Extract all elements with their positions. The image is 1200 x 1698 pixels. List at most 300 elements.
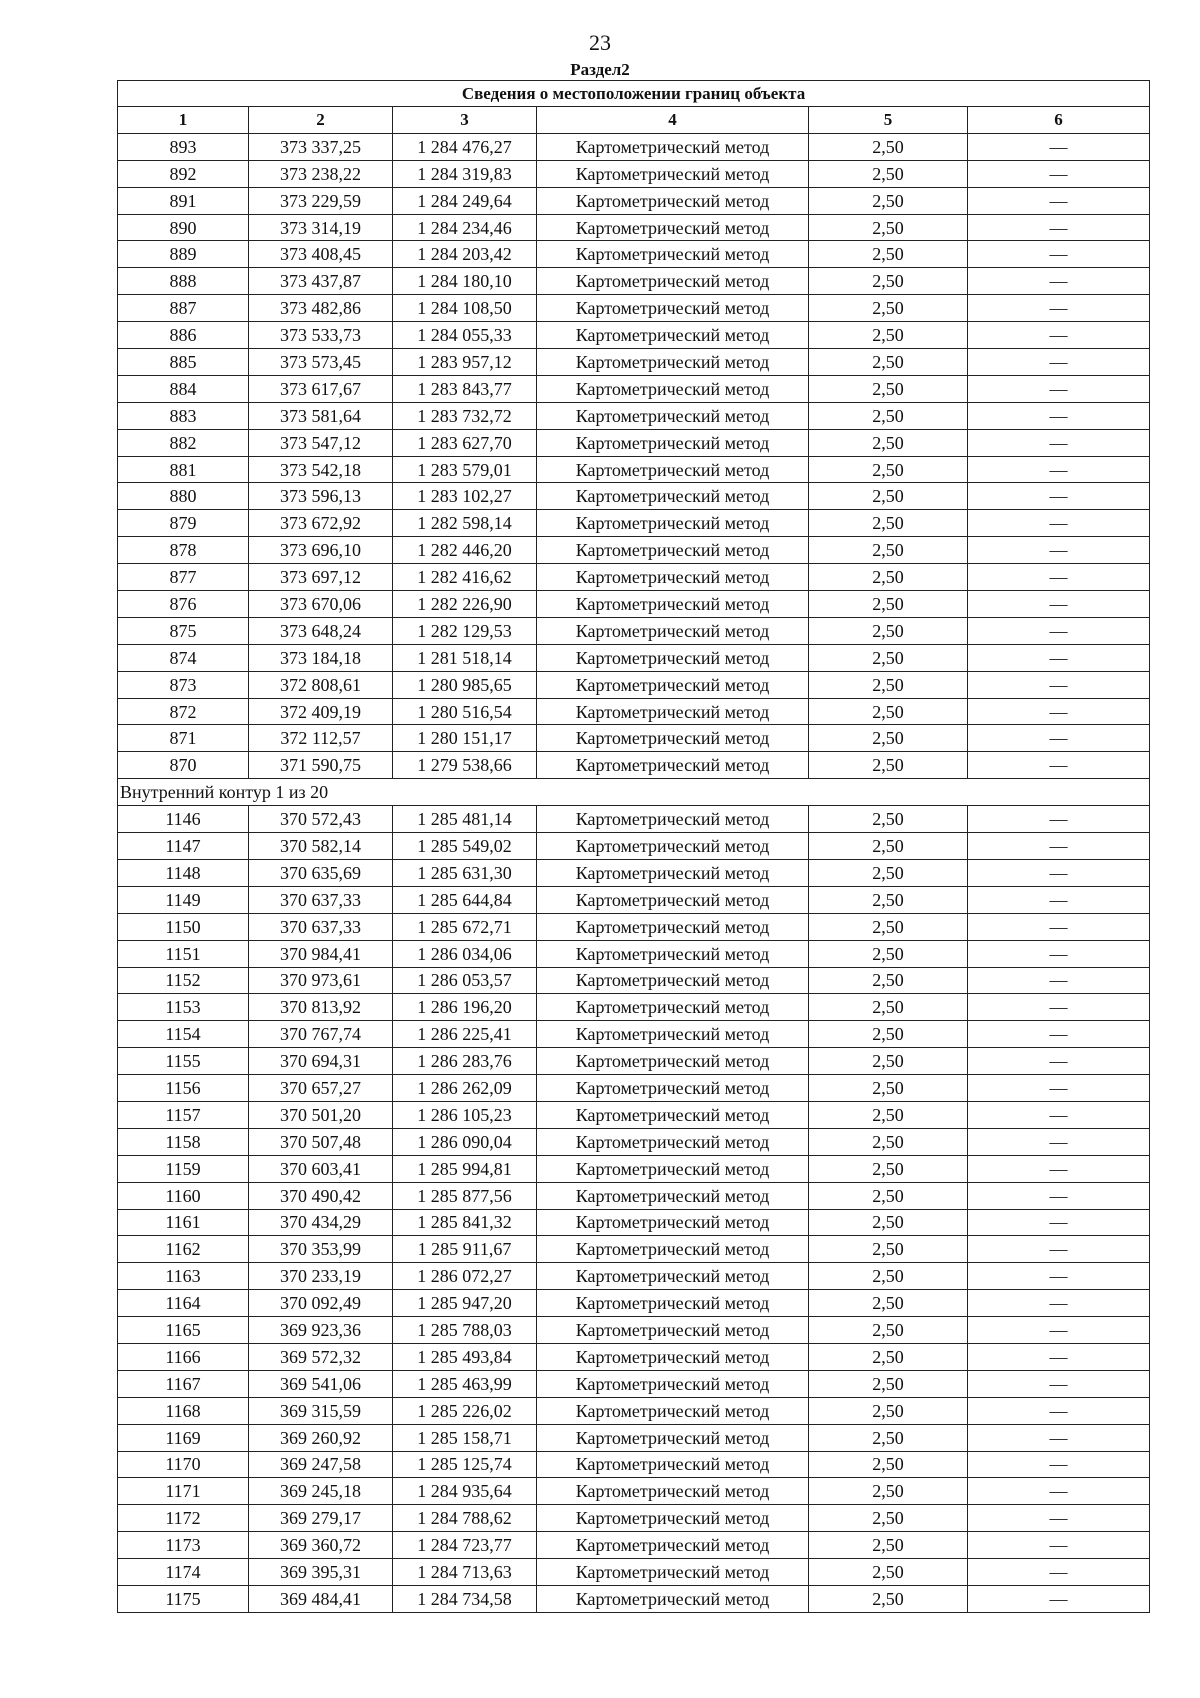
x-coordinate-cell: 369 245,18 [249, 1478, 393, 1505]
point-number-cell: 873 [118, 671, 249, 698]
column-header: 3 [393, 107, 537, 134]
accuracy-cell: 2,50 [809, 940, 968, 967]
point-number-cell: 1156 [118, 1075, 249, 1102]
point-number-cell: 887 [118, 295, 249, 322]
table-row [118, 295, 1150, 322]
description-cell: — [968, 510, 1150, 537]
x-coordinate-cell: 370 984,41 [249, 940, 393, 967]
x-coordinate-cell: 373 533,73 [249, 322, 393, 349]
description-cell: — [968, 1182, 1150, 1209]
table-row [118, 913, 1150, 940]
table-row [118, 940, 1150, 967]
description-cell: — [968, 1075, 1150, 1102]
method-cell: Картометрический метод [537, 1505, 809, 1532]
table-row [118, 1236, 1150, 1263]
point-number-cell: 1151 [118, 940, 249, 967]
table-row [118, 644, 1150, 671]
table-row [118, 268, 1150, 295]
accuracy-cell: 2,50 [809, 886, 968, 913]
accuracy-cell: 2,50 [809, 402, 968, 429]
accuracy-cell: 2,50 [809, 617, 968, 644]
y-coordinate-cell: 1 285 158,71 [393, 1424, 537, 1451]
accuracy-cell: 2,50 [809, 591, 968, 618]
method-cell: Картометрический метод [537, 1048, 809, 1075]
y-coordinate-cell: 1 279 538,66 [393, 752, 537, 779]
point-number-cell: 875 [118, 617, 249, 644]
accuracy-cell: 2,50 [809, 349, 968, 376]
table-row [118, 483, 1150, 510]
description-cell: — [968, 644, 1150, 671]
point-number-cell: 1171 [118, 1478, 249, 1505]
accuracy-cell: 2,50 [809, 1397, 968, 1424]
description-cell: — [968, 1048, 1150, 1075]
y-coordinate-cell: 1 285 226,02 [393, 1397, 537, 1424]
x-coordinate-cell: 370 637,33 [249, 886, 393, 913]
table-row [118, 241, 1150, 268]
y-coordinate-cell: 1 280 985,65 [393, 671, 537, 698]
table-row [118, 1585, 1150, 1612]
y-coordinate-cell: 1 286 090,04 [393, 1128, 537, 1155]
table-row [118, 671, 1150, 698]
method-cell: Картометрический метод [537, 1370, 809, 1397]
x-coordinate-cell: 373 581,64 [249, 402, 393, 429]
description-cell: — [968, 886, 1150, 913]
method-cell: Картометрический метод [537, 214, 809, 241]
accuracy-cell: 2,50 [809, 1424, 968, 1451]
description-cell: — [968, 187, 1150, 214]
method-cell: Картометрический метод [537, 1424, 809, 1451]
method-cell: Картометрический метод [537, 913, 809, 940]
description-cell: — [968, 1397, 1150, 1424]
method-cell: Картометрический метод [537, 349, 809, 376]
point-number-cell: 1163 [118, 1263, 249, 1290]
accuracy-cell: 2,50 [809, 133, 968, 160]
table-row [118, 1397, 1150, 1424]
y-coordinate-cell: 1 286 225,41 [393, 1021, 537, 1048]
method-cell: Картометрический метод [537, 483, 809, 510]
table-row [118, 1048, 1150, 1075]
x-coordinate-cell: 373 672,92 [249, 510, 393, 537]
point-number-cell: 1153 [118, 994, 249, 1021]
table-row [118, 1478, 1150, 1505]
method-cell: Картометрический метод [537, 859, 809, 886]
method-cell: Картометрический метод [537, 967, 809, 994]
method-cell: Картометрический метод [537, 1263, 809, 1290]
accuracy-cell: 2,50 [809, 1182, 968, 1209]
x-coordinate-cell: 370 694,31 [249, 1048, 393, 1075]
accuracy-cell: 2,50 [809, 1263, 968, 1290]
y-coordinate-cell: 1 285 125,74 [393, 1451, 537, 1478]
description-cell: — [968, 1317, 1150, 1344]
point-number-cell: 892 [118, 160, 249, 187]
table-row [118, 1370, 1150, 1397]
accuracy-cell: 2,50 [809, 375, 968, 402]
x-coordinate-cell: 370 353,99 [249, 1236, 393, 1263]
y-coordinate-cell: 1 283 732,72 [393, 402, 537, 429]
accuracy-cell: 2,50 [809, 967, 968, 994]
table-row [118, 1182, 1150, 1209]
x-coordinate-cell: 371 590,75 [249, 752, 393, 779]
x-coordinate-cell: 373 617,67 [249, 375, 393, 402]
description-cell: — [968, 537, 1150, 564]
accuracy-cell: 2,50 [809, 1290, 968, 1317]
table-row [118, 537, 1150, 564]
description-cell: — [968, 483, 1150, 510]
method-cell: Картометрический метод [537, 698, 809, 725]
table-row [118, 833, 1150, 860]
accuracy-cell: 2,50 [809, 752, 968, 779]
point-number-cell: 1158 [118, 1128, 249, 1155]
description-cell: — [968, 375, 1150, 402]
accuracy-cell: 2,50 [809, 1236, 968, 1263]
point-number-cell: 1148 [118, 859, 249, 886]
method-cell: Картометрический метод [537, 752, 809, 779]
y-coordinate-cell: 1 284 788,62 [393, 1505, 537, 1532]
table-row [118, 1290, 1150, 1317]
accuracy-cell: 2,50 [809, 671, 968, 698]
x-coordinate-cell: 373 648,24 [249, 617, 393, 644]
accuracy-cell: 2,50 [809, 322, 968, 349]
point-number-cell: 888 [118, 268, 249, 295]
method-cell: Картометрический метод [537, 725, 809, 752]
x-coordinate-cell: 372 112,57 [249, 725, 393, 752]
method-cell: Картометрический метод [537, 241, 809, 268]
point-number-cell: 871 [118, 725, 249, 752]
point-number-cell: 1161 [118, 1209, 249, 1236]
x-coordinate-cell: 370 603,41 [249, 1155, 393, 1182]
y-coordinate-cell: 1 285 788,03 [393, 1317, 537, 1344]
method-cell: Картометрический метод [537, 940, 809, 967]
x-coordinate-cell: 372 409,19 [249, 698, 393, 725]
point-number-cell: 1174 [118, 1559, 249, 1586]
description-cell: — [968, 940, 1150, 967]
method-cell: Картометрический метод [537, 1128, 809, 1155]
table-row [118, 617, 1150, 644]
table-row [118, 1317, 1150, 1344]
table-caption-row [118, 81, 1150, 107]
x-coordinate-cell: 373 696,10 [249, 537, 393, 564]
description-cell: — [968, 1101, 1150, 1128]
method-cell: Картометрический метод [537, 1182, 809, 1209]
table-row [118, 1343, 1150, 1370]
description-cell: — [968, 322, 1150, 349]
accuracy-cell: 2,50 [809, 1128, 968, 1155]
x-coordinate-cell: 373 337,25 [249, 133, 393, 160]
description-cell: — [968, 1424, 1150, 1451]
point-number-cell: 893 [118, 133, 249, 160]
point-number-cell: 1152 [118, 967, 249, 994]
point-number-cell: 870 [118, 752, 249, 779]
x-coordinate-cell: 370 572,43 [249, 806, 393, 833]
y-coordinate-cell: 1 285 549,02 [393, 833, 537, 860]
y-coordinate-cell: 1 285 911,67 [393, 1236, 537, 1263]
point-number-cell: 1157 [118, 1101, 249, 1128]
y-coordinate-cell: 1 284 249,64 [393, 187, 537, 214]
description-cell: — [968, 349, 1150, 376]
y-coordinate-cell: 1 283 102,27 [393, 483, 537, 510]
point-number-cell: 1159 [118, 1155, 249, 1182]
x-coordinate-cell: 369 541,06 [249, 1370, 393, 1397]
y-coordinate-cell: 1 282 598,14 [393, 510, 537, 537]
table-row [118, 1559, 1150, 1586]
x-coordinate-cell: 373 184,18 [249, 644, 393, 671]
accuracy-cell: 2,50 [809, 1478, 968, 1505]
method-cell: Картометрический метод [537, 322, 809, 349]
description-cell: — [968, 725, 1150, 752]
point-number-cell: 882 [118, 429, 249, 456]
page-number: 23 [589, 30, 611, 55]
accuracy-cell: 2,50 [809, 1451, 968, 1478]
y-coordinate-cell: 1 284 935,64 [393, 1478, 537, 1505]
table-body [118, 133, 1150, 1612]
column-header: 6 [968, 107, 1150, 134]
y-coordinate-cell: 1 285 463,99 [393, 1370, 537, 1397]
point-number-cell: 876 [118, 591, 249, 618]
method-cell: Картометрический метод [537, 564, 809, 591]
x-coordinate-cell: 369 484,41 [249, 1585, 393, 1612]
table-row [118, 429, 1150, 456]
accuracy-cell: 2,50 [809, 1101, 968, 1128]
x-coordinate-cell: 373 670,06 [249, 591, 393, 618]
description-cell: — [968, 859, 1150, 886]
description-cell: — [968, 752, 1150, 779]
description-cell: — [968, 967, 1150, 994]
table-row [118, 994, 1150, 1021]
x-coordinate-cell: 373 547,12 [249, 429, 393, 456]
y-coordinate-cell: 1 283 579,01 [393, 456, 537, 483]
description-cell: — [968, 913, 1150, 940]
y-coordinate-cell: 1 282 226,90 [393, 591, 537, 618]
table-row [118, 349, 1150, 376]
point-number-cell: 878 [118, 537, 249, 564]
x-coordinate-cell: 373 238,22 [249, 160, 393, 187]
point-number-cell: 1166 [118, 1343, 249, 1370]
table-row [118, 1209, 1150, 1236]
accuracy-cell: 2,50 [809, 456, 968, 483]
method-cell: Картометрический метод [537, 591, 809, 618]
boundary-coordinates-table [117, 80, 1150, 1613]
x-coordinate-cell: 369 315,59 [249, 1397, 393, 1424]
y-coordinate-cell: 1 283 957,12 [393, 349, 537, 376]
y-coordinate-cell: 1 284 234,46 [393, 214, 537, 241]
accuracy-cell: 2,50 [809, 1155, 968, 1182]
method-cell: Картометрический метод [537, 402, 809, 429]
y-coordinate-cell: 1 284 734,58 [393, 1585, 537, 1612]
y-coordinate-cell: 1 286 072,27 [393, 1263, 537, 1290]
table-row [118, 1532, 1150, 1559]
point-number-cell: 1154 [118, 1021, 249, 1048]
accuracy-cell: 2,50 [809, 1505, 968, 1532]
method-cell: Картометрический метод [537, 994, 809, 1021]
x-coordinate-cell: 369 923,36 [249, 1317, 393, 1344]
y-coordinate-cell: 1 283 843,77 [393, 375, 537, 402]
x-coordinate-cell: 370 582,14 [249, 833, 393, 860]
description-cell: — [968, 1021, 1150, 1048]
description-cell: — [968, 456, 1150, 483]
description-cell: — [968, 617, 1150, 644]
description-cell: — [968, 591, 1150, 618]
point-number-cell: 1170 [118, 1451, 249, 1478]
y-coordinate-cell: 1 285 841,32 [393, 1209, 537, 1236]
contour-row [118, 779, 1150, 806]
x-coordinate-cell: 370 813,92 [249, 994, 393, 1021]
y-coordinate-cell: 1 282 416,62 [393, 564, 537, 591]
method-cell: Картометрический метод [537, 1532, 809, 1559]
accuracy-cell: 2,50 [809, 241, 968, 268]
table-row [118, 564, 1150, 591]
point-number-cell: 1162 [118, 1236, 249, 1263]
point-number-cell: 872 [118, 698, 249, 725]
accuracy-cell: 2,50 [809, 1048, 968, 1075]
description-cell: — [968, 214, 1150, 241]
accuracy-cell: 2,50 [809, 806, 968, 833]
table-row [118, 1075, 1150, 1102]
method-cell: Картометрический метод [537, 1290, 809, 1317]
y-coordinate-cell: 1 280 516,54 [393, 698, 537, 725]
y-coordinate-cell: 1 281 518,14 [393, 644, 537, 671]
accuracy-cell: 2,50 [809, 1021, 968, 1048]
y-coordinate-cell: 1 286 105,23 [393, 1101, 537, 1128]
table-row [118, 187, 1150, 214]
y-coordinate-cell: 1 286 053,57 [393, 967, 537, 994]
y-coordinate-cell: 1 286 034,06 [393, 940, 537, 967]
table-row [118, 1101, 1150, 1128]
accuracy-cell: 2,50 [809, 537, 968, 564]
accuracy-cell: 2,50 [809, 1317, 968, 1344]
method-cell: Картометрический метод [537, 429, 809, 456]
point-number-cell: 1172 [118, 1505, 249, 1532]
table-caption: Сведения о местоположении границ объекта [118, 81, 1150, 107]
x-coordinate-cell: 370 233,19 [249, 1263, 393, 1290]
point-number-cell: 1146 [118, 806, 249, 833]
description-cell: — [968, 671, 1150, 698]
y-coordinate-cell: 1 285 631,30 [393, 859, 537, 886]
method-cell: Картометрический метод [537, 806, 809, 833]
x-coordinate-cell: 370 092,49 [249, 1290, 393, 1317]
description-cell: — [968, 160, 1150, 187]
table-row [118, 1263, 1150, 1290]
table-row [118, 133, 1150, 160]
accuracy-cell: 2,50 [809, 214, 968, 241]
table-row [118, 967, 1150, 994]
method-cell: Картометрический метод [537, 1021, 809, 1048]
table-row [118, 160, 1150, 187]
x-coordinate-cell: 373 437,87 [249, 268, 393, 295]
y-coordinate-cell: 1 284 203,42 [393, 241, 537, 268]
contour-label: Внутренний контур 1 из 20 [118, 779, 1150, 806]
method-cell: Картометрический метод [537, 1209, 809, 1236]
y-coordinate-cell: 1 285 877,56 [393, 1182, 537, 1209]
x-coordinate-cell: 369 360,72 [249, 1532, 393, 1559]
description-cell: — [968, 1478, 1150, 1505]
point-number-cell: 881 [118, 456, 249, 483]
description-cell: — [968, 1236, 1150, 1263]
point-number-cell: 879 [118, 510, 249, 537]
method-cell: Картометрический метод [537, 1236, 809, 1263]
method-cell: Картометрический метод [537, 1317, 809, 1344]
method-cell: Картометрический метод [537, 1397, 809, 1424]
x-coordinate-cell: 370 635,69 [249, 859, 393, 886]
method-cell: Картометрический метод [537, 617, 809, 644]
point-number-cell: 1160 [118, 1182, 249, 1209]
x-coordinate-cell: 370 507,48 [249, 1128, 393, 1155]
description-cell: — [968, 806, 1150, 833]
point-number-cell: 891 [118, 187, 249, 214]
point-number-cell: 1175 [118, 1585, 249, 1612]
accuracy-cell: 2,50 [809, 994, 968, 1021]
point-number-cell: 883 [118, 402, 249, 429]
y-coordinate-cell: 1 286 196,20 [393, 994, 537, 1021]
table-row [118, 214, 1150, 241]
x-coordinate-cell: 373 542,18 [249, 456, 393, 483]
description-cell: — [968, 564, 1150, 591]
x-coordinate-cell: 370 501,20 [249, 1101, 393, 1128]
column-header: 5 [809, 107, 968, 134]
y-coordinate-cell: 1 283 627,70 [393, 429, 537, 456]
description-cell: — [968, 268, 1150, 295]
table-row [118, 859, 1150, 886]
point-number-cell: 885 [118, 349, 249, 376]
y-coordinate-cell: 1 285 481,14 [393, 806, 537, 833]
method-cell: Картометрический метод [537, 375, 809, 402]
accuracy-cell: 2,50 [809, 1075, 968, 1102]
table-row [118, 456, 1150, 483]
x-coordinate-cell: 370 490,42 [249, 1182, 393, 1209]
x-coordinate-cell: 369 279,17 [249, 1505, 393, 1532]
y-coordinate-cell: 1 284 180,10 [393, 268, 537, 295]
description-cell: — [968, 698, 1150, 725]
accuracy-cell: 2,50 [809, 1209, 968, 1236]
x-coordinate-cell: 370 657,27 [249, 1075, 393, 1102]
table-row [118, 698, 1150, 725]
table-row [118, 510, 1150, 537]
y-coordinate-cell: 1 282 129,53 [393, 617, 537, 644]
description-cell: — [968, 1128, 1150, 1155]
method-cell: Картометрический метод [537, 833, 809, 860]
method-cell: Картометрический метод [537, 886, 809, 913]
point-number-cell: 880 [118, 483, 249, 510]
accuracy-cell: 2,50 [809, 1532, 968, 1559]
x-coordinate-cell: 373 408,45 [249, 241, 393, 268]
method-cell: Картометрический метод [537, 644, 809, 671]
description-cell: — [968, 1290, 1150, 1317]
method-cell: Картометрический метод [537, 133, 809, 160]
column-header-row [118, 107, 1150, 134]
point-number-cell: 1165 [118, 1317, 249, 1344]
x-coordinate-cell: 369 395,31 [249, 1559, 393, 1586]
x-coordinate-cell: 373 697,12 [249, 564, 393, 591]
method-cell: Картометрический метод [537, 1559, 809, 1586]
description-cell: — [968, 1343, 1150, 1370]
accuracy-cell: 2,50 [809, 564, 968, 591]
x-coordinate-cell: 373 314,19 [249, 214, 393, 241]
method-cell: Картометрический метод [537, 1585, 809, 1612]
accuracy-cell: 2,50 [809, 160, 968, 187]
point-number-cell: 884 [118, 375, 249, 402]
accuracy-cell: 2,50 [809, 429, 968, 456]
accuracy-cell: 2,50 [809, 833, 968, 860]
y-coordinate-cell: 1 280 151,17 [393, 725, 537, 752]
y-coordinate-cell: 1 284 476,27 [393, 133, 537, 160]
x-coordinate-cell: 373 596,13 [249, 483, 393, 510]
description-cell: — [968, 1559, 1150, 1586]
description-cell: — [968, 295, 1150, 322]
y-coordinate-cell: 1 285 644,84 [393, 886, 537, 913]
method-cell: Картометрический метод [537, 160, 809, 187]
accuracy-cell: 2,50 [809, 1370, 968, 1397]
method-cell: Картометрический метод [537, 537, 809, 564]
description-cell: — [968, 133, 1150, 160]
